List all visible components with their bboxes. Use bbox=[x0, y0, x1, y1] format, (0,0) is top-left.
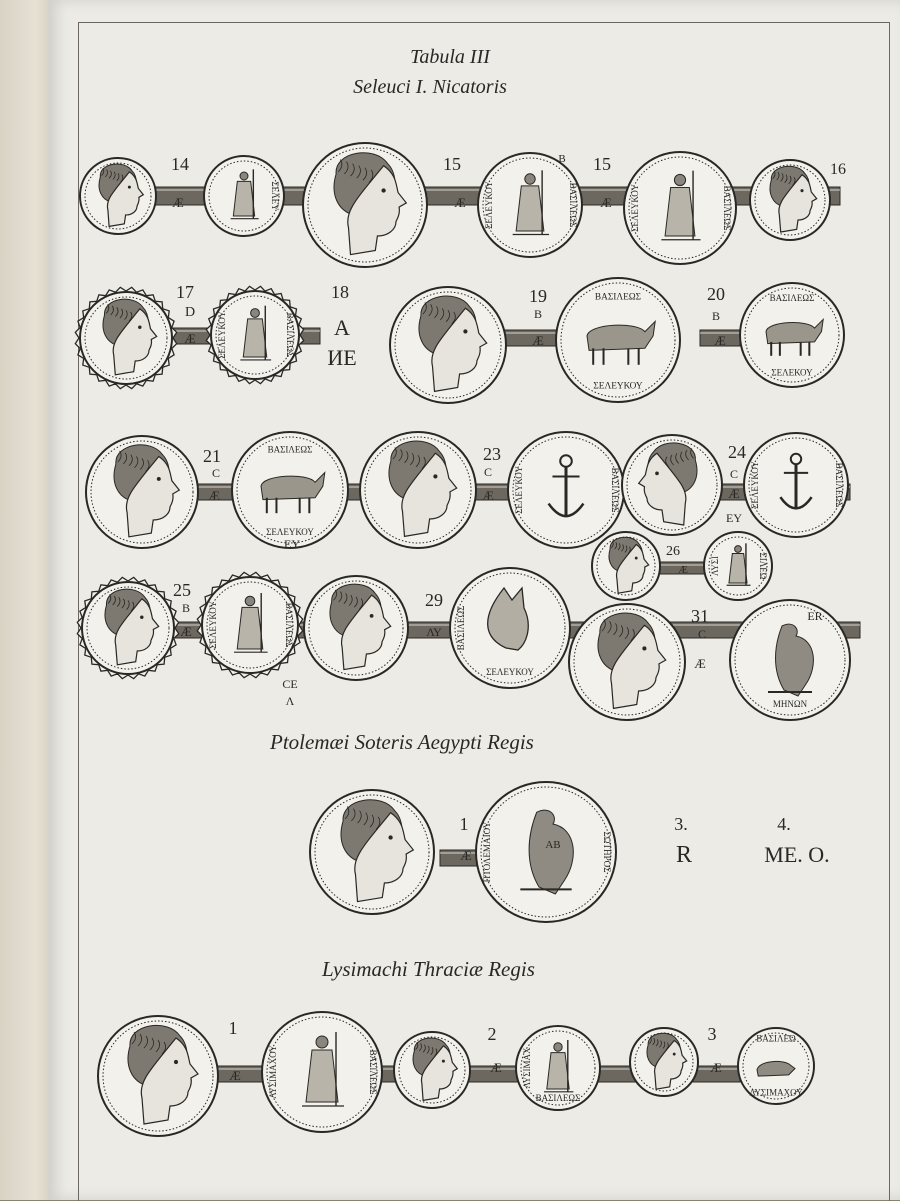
coin-14-obverse-eye bbox=[128, 186, 131, 189]
coin-14-reverse-legend-right: ΣΕΛΕΥ bbox=[270, 181, 280, 211]
lysimachus-coin3-obverse bbox=[630, 1028, 698, 1096]
section-title-lysimachus: Lysimachi Thraciæ Regis bbox=[322, 957, 535, 981]
coin-24-letter-c: C bbox=[729, 467, 739, 481]
ptolemy-coin-reverse bbox=[476, 782, 616, 922]
coin-17-letter-d: D bbox=[184, 305, 196, 320]
coin-17-obverse-eye bbox=[138, 326, 141, 329]
coin-number-15b: 15 bbox=[593, 154, 611, 174]
lysimachus-coin1-obverse-eye bbox=[174, 1060, 178, 1064]
coin-31-obverse-eye bbox=[642, 646, 646, 650]
coin-24-reverse-legend-left: ΣΕΛΕΥΚΟΥ bbox=[750, 461, 760, 509]
coin-17-reverse-fig-body bbox=[243, 319, 266, 357]
lysimachus-coin2-reverse-fig-head bbox=[554, 1043, 562, 1051]
coin-21-obverse-eye bbox=[157, 477, 161, 481]
coin-19-reverse-legend-bottom: ΣΕΛΕΥΚΟΥ bbox=[593, 381, 643, 392]
lysimachus-coin1-reverse-fig-head bbox=[316, 1036, 328, 1048]
lysimachus-coin3-metal: Æ bbox=[710, 1060, 722, 1075]
plate-title: Tabula III bbox=[410, 46, 490, 68]
coin-26-reverse bbox=[704, 532, 772, 600]
coin-23-reverse bbox=[508, 432, 624, 548]
coin-23-reverse-legend-left: ΣΕΛΕΥΚΟΥ bbox=[514, 466, 524, 514]
coin-29-mark-ly: ΛΥ bbox=[426, 625, 442, 639]
coin-15a-reverse-legend-left: ΣΕΛΕΥΚΟΥ bbox=[484, 181, 494, 229]
coin-number-29: 29 bbox=[425, 590, 443, 610]
coin-21-mark-ey: EY bbox=[284, 537, 300, 551]
coin-26-obverse-eye bbox=[635, 557, 638, 560]
ptolemy-coin-reverse-legend-right: ΣΩΤΗΡΟΣ bbox=[602, 831, 612, 873]
coin-number-31: 31 bbox=[691, 606, 709, 626]
coin-number-26: 26 bbox=[666, 544, 680, 559]
coin-25-reverse bbox=[197, 572, 302, 677]
coin-25-reverse-legend-left: ΣΕΛΕΥΚΟΥ bbox=[208, 601, 218, 649]
coin-26-metal: Æ bbox=[678, 564, 688, 576]
coin-24-obverse-eye bbox=[655, 472, 659, 476]
coin-17-obverse bbox=[75, 287, 176, 388]
coin-number-19: 19 bbox=[529, 286, 547, 306]
coin-23-reverse-legend-right: ΒΑΣΙΛΕΩΣ bbox=[610, 467, 620, 513]
coin-19-metal: Æ bbox=[532, 333, 544, 348]
ptolemy-coin-number-4: 4. bbox=[777, 814, 791, 834]
coin-number-16: 16 bbox=[830, 161, 846, 178]
coin-21-metal: Æ bbox=[208, 488, 220, 503]
coin-20-reverse-legend-bottom: ΣΕΛΕΚΟΥ bbox=[771, 367, 813, 378]
coin-24-mark-ey: EY bbox=[726, 511, 742, 525]
coin-number-15a: 15 bbox=[443, 154, 461, 174]
coin-24-reverse bbox=[744, 433, 848, 537]
coin-14-reverse bbox=[204, 156, 284, 236]
coin-number-17: 17 bbox=[176, 282, 194, 302]
coin-15a-reverse bbox=[478, 153, 582, 257]
lysimachus-coin3-reverse-legend-top: ΒΑΣΙΛΕΩ bbox=[756, 1033, 796, 1044]
lysimachus-coin1-obverse bbox=[98, 1016, 218, 1136]
coin-25-reverse-fig-body bbox=[237, 607, 263, 649]
coin-25-reverse-fig-head bbox=[245, 596, 255, 606]
section-title-ptolemy: Ptolemæi Soteris Aegypti Regis bbox=[270, 730, 534, 754]
coin-15b-reverse-legend-right: ΒΑΣΙΛΕΩΣ bbox=[722, 185, 732, 231]
coin-14-reverse-fig-body bbox=[233, 181, 254, 216]
lysimachus-coin3-reverse-lion-body bbox=[757, 1061, 795, 1076]
coin-29-reverse bbox=[450, 568, 570, 688]
coin-15a-reverse-legend-right: ΒΑΣΙΛΕΩΣ bbox=[568, 182, 578, 228]
coin-20-metal: Æ bbox=[714, 333, 726, 348]
coin-17-reverse-fig-head bbox=[251, 309, 260, 318]
lysimachus-coin1-reverse bbox=[262, 1012, 382, 1132]
ptolemy-coin-3-metal: R bbox=[675, 842, 693, 868]
coin-25-letter-b: B bbox=[181, 601, 191, 615]
ptolemy-coin-obverse bbox=[310, 790, 434, 914]
coin-19-letter-b: B bbox=[533, 307, 543, 321]
coin-17-metal: Æ bbox=[184, 331, 196, 346]
coin-15b-metal: Æ bbox=[600, 195, 612, 210]
coin-21-reverse-legend-top: ΒΑΣΙΛΕΩΣ bbox=[267, 444, 313, 455]
lysimachus-coin2-reverse-legend-left: ΛΥΣΙΜΑΧ bbox=[522, 1047, 532, 1089]
coin-17-reverse-legend-left: ΣΕΛΕΥΚΟΥ bbox=[217, 311, 227, 359]
coin-21-reverse bbox=[232, 432, 348, 548]
coin-number-21: 21 bbox=[203, 446, 221, 466]
coin-26-reverse-legend-left: ΛΥΣΙ bbox=[710, 556, 720, 576]
coin-29-reverse-legend-left: ΒΑΣΙΛΕΩΣ bbox=[456, 605, 466, 651]
lysimachus-coin1-reverse-fig-body bbox=[306, 1050, 338, 1102]
lysimachus-coin2-obverse-eye bbox=[442, 1060, 445, 1063]
coin-29-obverse-eye bbox=[370, 614, 374, 618]
coin-15a-reverse-fig-head bbox=[525, 174, 535, 184]
ptolemy-coin-number: 1 bbox=[459, 814, 469, 834]
coin-31-reverse bbox=[730, 600, 850, 720]
coin-25-obverse bbox=[77, 577, 178, 678]
coin-29-obverse bbox=[304, 576, 408, 680]
coin-23-obverse bbox=[360, 432, 476, 548]
coin-25-mark-ce: CE bbox=[282, 677, 298, 691]
coin-23-letter-c: C bbox=[483, 465, 493, 479]
coin-20-letter-b: B bbox=[711, 309, 721, 323]
lysimachus-coin-number-2: 2 bbox=[487, 1024, 497, 1044]
coin-31-mark-er: ER bbox=[807, 609, 823, 623]
coin-15b-reverse bbox=[624, 152, 736, 264]
ptolemy-coin-4-metal: ME. O. bbox=[764, 842, 830, 867]
coin-26-reverse-fig-head bbox=[735, 546, 742, 553]
coin-26-reverse-fig-body bbox=[729, 554, 747, 583]
coin-17-reverse bbox=[206, 286, 303, 383]
coin-16-obverse bbox=[750, 160, 830, 240]
coin-16-obverse-eye bbox=[800, 189, 803, 192]
coin-19-obverse bbox=[390, 287, 506, 403]
lysimachus-coin2-obverse bbox=[394, 1032, 470, 1108]
coin-31-letter-c: C bbox=[697, 627, 707, 641]
coin-21-reverse-legend-bottom: ΣΕΛΕΥΚΟΥ bbox=[266, 527, 314, 538]
coin-29-reverse-legend-bottom: ΣΕΛΕΥΚΟΥ bbox=[486, 666, 534, 677]
lysimachus-coin2-reverse-legend-bottom: ΒΑΣΙΛΕΩΣ bbox=[535, 1092, 581, 1103]
lysimachus-coin-number-3: 3 bbox=[707, 1024, 717, 1044]
coin-15a-obverse bbox=[303, 143, 427, 267]
coin-15a-metal: Æ bbox=[454, 195, 466, 210]
row2b-bar bbox=[500, 330, 560, 346]
coin-25-reverse-legend-right: ΒΑΣΙΛΕΩΣ bbox=[284, 602, 294, 648]
lysimachus-coin2-metal: Æ bbox=[490, 1060, 502, 1075]
ptolemy-coin-number-3: 3. bbox=[674, 814, 688, 834]
coin-31-reverse-legend-bottom: ΜΗΝΩΝ bbox=[772, 698, 808, 709]
lysimachus-coin3-reverse bbox=[738, 1028, 814, 1104]
coin-25-metal: Æ bbox=[180, 624, 192, 639]
coin-18-mark-b: ИE bbox=[327, 345, 357, 370]
coin-21-obverse bbox=[86, 436, 198, 548]
coin-24-reverse-legend-right: ΒΑΣΙΛΕΩΣ bbox=[834, 462, 844, 508]
plate-subtitle: Seleuci I. Nicatoris bbox=[353, 76, 507, 98]
coin-number-25: 25 bbox=[173, 580, 191, 600]
coin-26-reverse-legend-right: ΣΙΛΕΩ bbox=[758, 552, 768, 580]
coin-20-reverse bbox=[740, 283, 844, 387]
lysimachus-coin1-reverse-legend-right: ΒΑΣΙΛΕΩΣ bbox=[368, 1049, 378, 1095]
lysimachus-coin-number-1: 1 bbox=[228, 1018, 238, 1038]
ptolemy-coin-reverse-legend-left: ΠΤΟΛΕΜΑΙΟΥ bbox=[482, 821, 492, 883]
coin-14-metal: Æ bbox=[172, 195, 184, 210]
coin-number-24: 24 bbox=[728, 442, 746, 462]
coin-number-14: 14 bbox=[171, 154, 189, 174]
coin-23-metal: Æ bbox=[482, 488, 494, 503]
coin-14-reverse-fig-head bbox=[240, 172, 248, 180]
coin-17-reverse-legend-right: ΒΑΣΙΛΕΩΣ bbox=[285, 312, 295, 358]
lysimachus-coin1-reverse-legend-left: ΛΥΣΙΜΑΧΟΥ bbox=[268, 1045, 278, 1099]
coin-number-20: 20 bbox=[707, 284, 725, 304]
lysimachus-coin3-obverse-eye bbox=[673, 1053, 676, 1056]
coin-23-obverse-eye bbox=[433, 474, 437, 478]
coin-15b-reverse-fig-head bbox=[674, 174, 685, 185]
coin-number-18: 18 bbox=[331, 282, 349, 302]
coin-19-obverse-eye bbox=[463, 329, 467, 333]
coin-18-mark-a: A bbox=[334, 315, 350, 340]
coin-15a-letter-b: B bbox=[558, 153, 566, 165]
ptolemy-coin-metal: Æ bbox=[460, 848, 472, 863]
coin-24-metal: Æ bbox=[728, 486, 740, 501]
coin-21-letter-c: C bbox=[211, 466, 221, 480]
coin-15b-reverse-fig-body bbox=[665, 187, 695, 236]
coin-24-obverse bbox=[622, 435, 722, 535]
coin-15a-reverse-fig-body bbox=[516, 186, 544, 231]
coin-number-23: 23 bbox=[483, 444, 501, 464]
coin-14-obverse bbox=[80, 158, 156, 234]
lysimachus-coin2-reverse-fig-body bbox=[547, 1053, 569, 1089]
coin-19-reverse bbox=[556, 278, 680, 402]
lysimachus-coin2-reverse bbox=[516, 1026, 600, 1110]
coin-20-reverse-legend-top: ΒΑΣΙΛΕΩΣ bbox=[769, 293, 815, 304]
coin-15b-reverse-legend-left: ΣΕΛΕΥΚΟΥ bbox=[630, 184, 640, 232]
coin-26-obverse bbox=[592, 532, 660, 600]
coin-19-reverse-legend-top: ΒΑΣΙΛΕΩΣ bbox=[594, 292, 642, 303]
ptolemy-coin-obverse-eye bbox=[388, 835, 392, 839]
coin-31-obverse bbox=[569, 604, 685, 720]
coin-25-obverse-eye bbox=[140, 616, 143, 619]
lysimachus-coin1-metal: Æ bbox=[229, 1068, 241, 1083]
ptolemy-coin-mark-ab: AB bbox=[545, 839, 561, 851]
coin-15a-obverse-eye bbox=[381, 188, 385, 192]
lysimachus-coin3-reverse-legend-bottom: ΛΥΣΙΜΑΧΟΥ bbox=[749, 1087, 803, 1098]
coin-25-mark-lambda: Λ bbox=[285, 694, 295, 708]
coin-31-metal: Æ bbox=[694, 656, 706, 671]
